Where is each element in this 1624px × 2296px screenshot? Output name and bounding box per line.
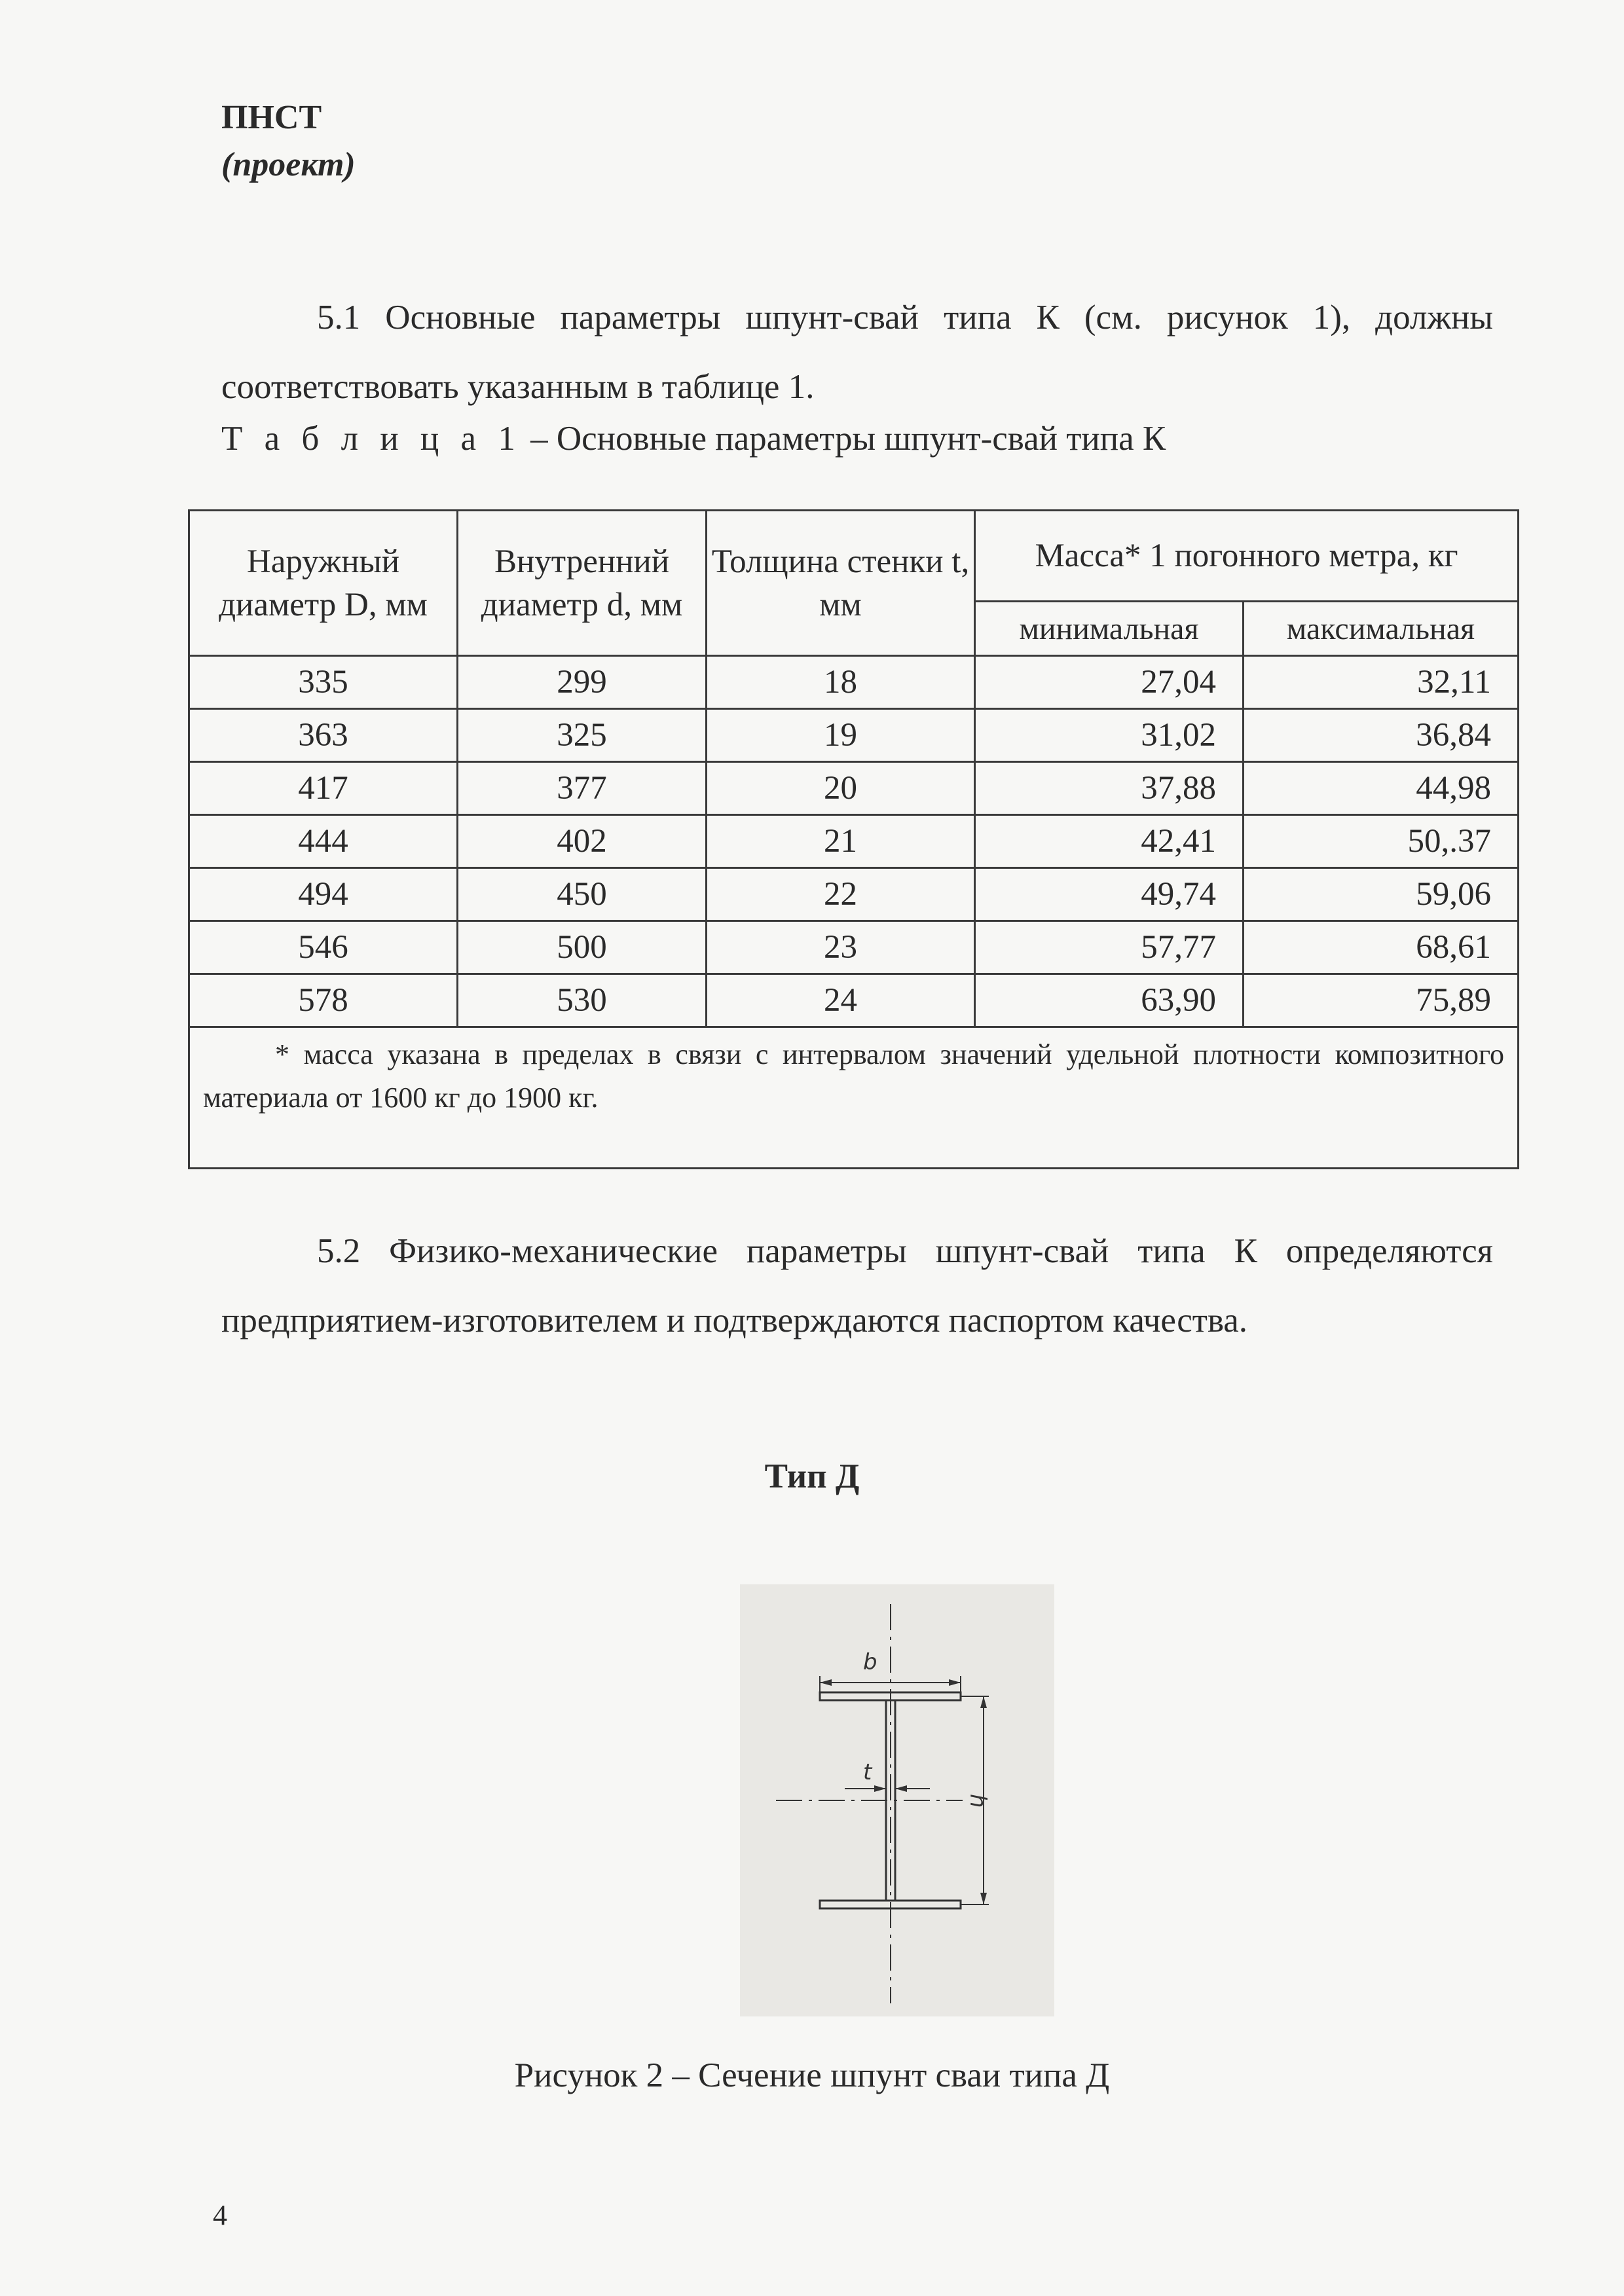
page-number: 4 [213, 2199, 227, 2231]
table-cell: 500 [458, 921, 707, 974]
paragraph-5-1-text: 5.1 Основные параметры шпунт-свай типа К (см. рисунок 1), должны соответствовать указанным в таблице 1. [221, 299, 1493, 406]
table-cell: 37,88 [975, 762, 1244, 815]
table-cell: 32,11 [1244, 656, 1519, 709]
table-cell: 444 [189, 815, 458, 868]
table-cell: 44,98 [1244, 762, 1519, 815]
table-cell: 494 [189, 868, 458, 921]
header-mass-min: минимальная [975, 602, 1244, 656]
table-cell: 530 [458, 974, 707, 1027]
table-caption-prefix: Т а б л и ц а 1 [221, 420, 522, 458]
label-b: b [863, 1649, 877, 1675]
table-cell: 75,89 [1244, 974, 1519, 1027]
table-cell: 21 [707, 815, 975, 868]
table-row [189, 815, 1519, 868]
header-mass: Масса* 1 погонного метра, кг [975, 511, 1519, 602]
table-cell: 20 [707, 762, 975, 815]
header-inner-diameter: Внутренний диаметр d, мм [458, 511, 707, 656]
table-cell: 57,77 [975, 921, 1244, 974]
table-cell: 27,04 [975, 656, 1244, 709]
table-cell: 59,06 [1244, 868, 1519, 921]
table-row [189, 656, 1519, 709]
table-cell: 42,41 [975, 815, 1244, 868]
table-cell: 377 [458, 762, 707, 815]
table-footnote-row [189, 1027, 1519, 1169]
paragraph-5-1 [221, 283, 1493, 422]
table-row [189, 762, 1519, 815]
paragraph-5-2 [221, 1216, 1493, 1355]
i-beam-svg [740, 1584, 1054, 2016]
table-caption [221, 419, 1166, 458]
table-cell: 417 [189, 762, 458, 815]
table-body [189, 656, 1519, 1027]
table-row [189, 709, 1519, 762]
header-wall-thickness: Толщина стенки t, мм [707, 511, 975, 656]
table-row [189, 868, 1519, 921]
table-cell: 450 [458, 868, 707, 921]
table-cell: 363 [189, 709, 458, 762]
table-cell: 335 [189, 656, 458, 709]
paragraph-5-2-text: 5.2 Физико-механические параметры шпунт-свай типа К определяются предприятием-изготовителем и подтверждаются паспортом качества. [221, 1232, 1493, 1339]
table-cell: 22 [707, 868, 975, 921]
table-footnote [189, 1027, 1519, 1169]
table-cell: 49,74 [975, 868, 1244, 921]
table-cell: 546 [189, 921, 458, 974]
label-t: t [863, 1759, 872, 1785]
table-header-row [189, 511, 1519, 602]
table-row [189, 921, 1519, 974]
i-beam-section-drawing [740, 1584, 1054, 2016]
label-h: h [965, 1794, 991, 1808]
table-cell: 18 [707, 656, 975, 709]
table-cell: 68,61 [1244, 921, 1519, 974]
table-cell: 299 [458, 656, 707, 709]
figure-caption: Рисунок 2 – Сечение шпунт сваи типа Д [514, 2056, 1110, 2094]
table-row [189, 974, 1519, 1027]
table-cell: 36,84 [1244, 709, 1519, 762]
document-status: (проект) [221, 146, 356, 183]
header-outer-diameter: Наружный диаметр D, мм [189, 511, 458, 656]
table-cell: 31,02 [975, 709, 1244, 762]
figure-title: Тип Д [764, 1457, 860, 1495]
table-cell: 23 [707, 921, 975, 974]
table-cell: 19 [707, 709, 975, 762]
table-cell: 50,.37 [1244, 815, 1519, 868]
table-cell: 325 [458, 709, 707, 762]
document-code: ПНСТ [221, 99, 322, 136]
table-cell: 24 [707, 974, 975, 1027]
table-cell: 63,90 [975, 974, 1244, 1027]
table-cell: 402 [458, 815, 707, 868]
parameters-table [188, 509, 1519, 1169]
table-caption-text: – Основные параметры шпунт-свай типа К [521, 420, 1166, 458]
table-footnote-text: * масса указана в пределах в связи с интервалом значений удельной плотности композитного материала от 1600 кг до 1900 кг. [203, 1038, 1504, 1114]
table-cell: 578 [189, 974, 458, 1027]
header-mass-max: максимальная [1244, 602, 1519, 656]
